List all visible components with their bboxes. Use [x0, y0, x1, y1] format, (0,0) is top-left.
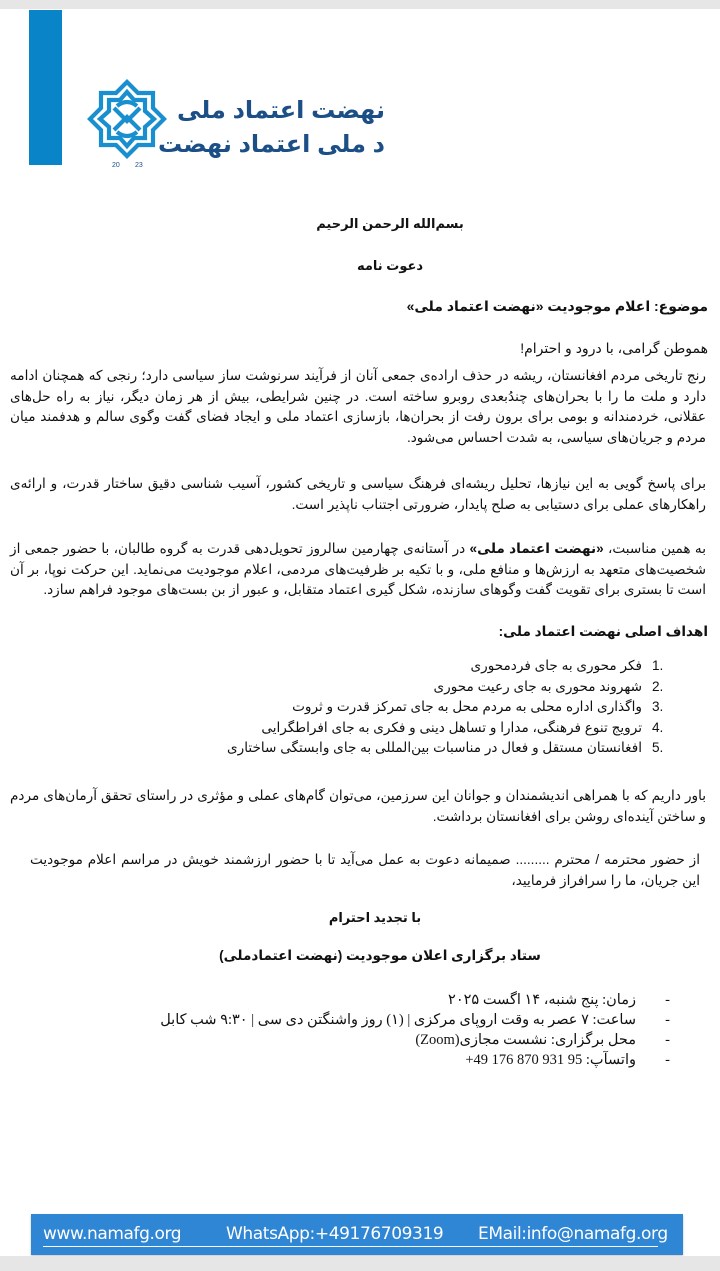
bullet-dash: - — [665, 992, 670, 1008]
paragraph-intro: رنج تاریخی مردم افغانستان، ریشه در حذف اراده‌ی جمعی آنان از فرآیند سرنوشت ساز سیاسی دارد؛ رنجی که همچنان ادامه دارد و ملت ما را با بحران‌های چندُ‌بعدی روبرو ساخته است. در چنین شرایطی، بیش از هر زمان دیگر، نیاز به راه حل‌های عقلانی، خردمندانه و بومی برای برون رفت از بحران‌ها، بازسازی اعتماد ملی و ایجاد فضای گفت وگوی سالم و هدفمند میان مردم و جریان‌های سیاسی، به شدت احساس می‌شود. — [10, 368, 706, 445]
goals-list — [227, 656, 680, 759]
goal-text: ترویج تنوع فرهنگی، مدارا و تساهل دینی و فکری به جای افراطگرایی — [261, 719, 642, 735]
detail-text: زمان: پنج شنبه، ۱۴ اگست ۲۰۲۵ — [448, 992, 636, 1008]
goal-number: 1. — [652, 658, 664, 673]
footer-contact-bar — [31, 1214, 683, 1255]
goal-text: واگذاری اداره محلی به مردم محل به جای تمرکز قدرت و ثروت — [292, 699, 642, 714]
brand-name — [157, 94, 385, 162]
goal-number: 4. — [652, 719, 664, 735]
bullet-dash: - — [665, 1032, 670, 1048]
bullet-dash: - — [665, 1012, 670, 1028]
announcement-rest: در آستانه‌ی چهارمین سالروز تحویل‌دهی قدرت به گروه طالبان، با حضور جمعی از شخصیت‌های متعهد به ارزش‌ها و منافع ملی، و با تکیه بر ظرفیت‌های مردمی، اعلام موجودیت می‌نماید. این حرکت نوپا، بر آن است تا بستری برای تقویت گفت وگوهای سازنده، شکل گیری اعتماد متقابل، و عبور از بن بست‌های موجود فراهم سازد. — [10, 541, 706, 597]
goal-item — [227, 738, 680, 759]
letter-title: دعوت نامه — [356, 258, 424, 273]
basmala-heading: بسم‌الله الرحمن الرحیم — [316, 216, 464, 231]
goal-number: 5. — [652, 740, 664, 755]
whatsapp-link[interactable]: WhatsApp:+49176709319 — [226, 1224, 444, 1244]
goal-item — [227, 697, 680, 718]
event-detail-whatsapp — [160, 1050, 670, 1070]
brand-line-persian: نهضت اعتماد ملی — [176, 97, 385, 124]
goal-text: افغانستان مستقل و فعال در مناسبات بین‌المللی به جای وابستگی ساختاری — [227, 740, 642, 755]
subject-line: موضوع: اعلام موجودیت «نهضت اعتماد ملی» — [406, 298, 708, 314]
goal-number: 2. — [652, 678, 664, 694]
goal-text: فکر محوری به جای فردمحوری — [470, 658, 642, 673]
logo-year-left: 20 — [112, 162, 120, 168]
email-link[interactable]: EMail:info@namafg.org — [478, 1224, 668, 1244]
goals-heading: اهداف اصلی نهضت اعتماد ملی: — [498, 624, 708, 639]
event-details-list — [160, 990, 670, 1070]
event-detail-time — [160, 1010, 670, 1030]
bottom-gray-strip — [0, 1256, 720, 1271]
goal-number: 3. — [652, 699, 664, 714]
logo-year-right: 23 — [135, 162, 143, 168]
goal-item — [227, 677, 680, 698]
top-gray-strip — [0, 0, 720, 9]
website-link[interactable]: www.namafg.org — [43, 1224, 182, 1244]
goal-text: شهروند محوری به جای رعیت محوری — [433, 678, 642, 694]
event-detail-venue — [160, 1030, 670, 1050]
goal-item — [227, 656, 680, 677]
bullet-dash: - — [665, 1052, 670, 1068]
paragraph-announcement — [10, 539, 706, 601]
detail-text: محل برگزاری: نشست مجازی(Zoom) — [415, 1032, 636, 1048]
detail-text: واتسآپ: ‎+49 176 870 931 95 — [465, 1052, 636, 1068]
closing-regards: با تجدید احترام — [328, 910, 422, 925]
paragraph-needs: برای پاسخ گویی به این نیازها، تحلیل ریشه‌ای فرهنگ سیاسی و تاریخی کشور، آسیب شناسی دقیق ساختار قدرت، و ارائه‌ی راهکارهای عملی برای دستیابی به صلح پایدار، ضرورتی اجتناب ناپذیر است. — [10, 476, 706, 512]
event-detail-date — [160, 990, 670, 1010]
organizer-signature: ستاد برگزاری اعلان موجودیت (نهضت اعتمادملی) — [219, 948, 541, 963]
paragraph-belief: باور داریم که با همراهی اندیشمندان و جوانان این سرزمین، می‌توان گام‌های عملی و مؤثری در راستای تحقق آرمان‌های مردم و ساختن آینده‌ای روشن برای افغانستان برداشت. — [10, 788, 706, 824]
movement-name-bold: «نهضت اعتماد ملی» — [469, 541, 604, 556]
brand-line-pashto: د ملی اعتماد نهضت — [157, 131, 385, 158]
paragraph-invitation: از حضور محترمه / محترم ......... صمیمانه دعوت به عمل می‌آید تا با حضور ارزشمند خویش در مراسم اعلام موجودیت این جریان، ما را سرافراز فرمایید، — [30, 852, 700, 888]
announcement-prefix: به همین مناسبت، — [603, 541, 706, 556]
goal-item — [227, 718, 680, 739]
greeting: هموطن گرامی، با درود و احترام! — [520, 340, 708, 356]
accent-bar — [29, 10, 62, 165]
footer-underline — [43, 1246, 658, 1247]
detail-text: ساعت: ۷ عصر به وقت اروپای مرکزی | (۱) روز واشنگتن دی سی | ۹:۳۰ شب کابل — [160, 1012, 636, 1028]
